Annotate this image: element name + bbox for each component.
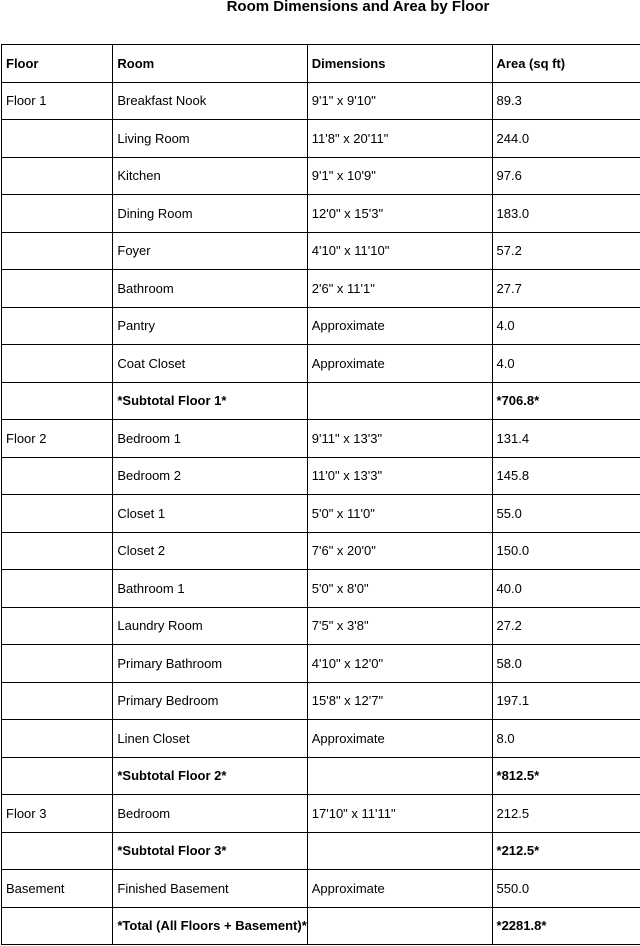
room-cell: Pantry [113, 307, 307, 345]
dimensions-cell: 11'8" x 20'11" [307, 120, 492, 158]
floor-cell: Floor 2 [2, 420, 113, 458]
floor-cell [2, 270, 113, 308]
dimensions-cell: 7'5" x 3'8" [307, 607, 492, 645]
area-cell: 97.6 [492, 157, 640, 195]
floor-cell [2, 120, 113, 158]
dimensions-cell: Approximate [307, 870, 492, 908]
dimensions-cell: Approximate [307, 720, 492, 758]
table-row [2, 495, 640, 533]
table-row [2, 195, 640, 233]
room-cell: Living Room [113, 120, 307, 158]
area-cell: 183.0 [492, 195, 640, 233]
area-cell: 197.1 [492, 682, 640, 720]
room-cell: Breakfast Nook [113, 82, 307, 120]
dimensions-cell: 5'0" x 11'0" [307, 495, 492, 533]
dimensions-cell: 4'10" x 12'0" [307, 645, 492, 683]
subtotal-row [2, 832, 640, 870]
floor-cell [2, 232, 113, 270]
table-row [2, 120, 640, 158]
table-row [2, 82, 640, 120]
floor-cell [2, 607, 113, 645]
room-cell: Finished Basement [113, 870, 307, 908]
floor-cell [2, 457, 113, 495]
table-row [2, 645, 640, 683]
room-cell: Bathroom [113, 270, 307, 308]
area-cell: 4.0 [492, 345, 640, 383]
dimensions-cell: 4'10" x 11'10" [307, 232, 492, 270]
area-cell: *706.8* [492, 382, 640, 420]
room-cell: Bedroom 2 [113, 457, 307, 495]
table-row [2, 345, 640, 383]
dimensions-cell: 9'1" x 9'10" [307, 82, 492, 120]
area-cell: 212.5 [492, 795, 640, 833]
room-cell: Closet 1 [113, 495, 307, 533]
floor-cell [2, 495, 113, 533]
area-cell: *812.5* [492, 757, 640, 795]
area-cell: 89.3 [492, 82, 640, 120]
header-room: Room [113, 45, 307, 83]
header-floor: Floor [2, 45, 113, 83]
floor-cell [2, 757, 113, 795]
room-cell: Closet 2 [113, 532, 307, 570]
area-cell: 27.2 [492, 607, 640, 645]
table-row [2, 232, 640, 270]
dimensions-cell: 9'11" x 13'3" [307, 420, 492, 458]
room-cell: *Subtotal Floor 2* [113, 757, 307, 795]
area-cell: 55.0 [492, 495, 640, 533]
room-cell: Dining Room [113, 195, 307, 233]
dimensions-cell: 5'0" x 8'0" [307, 570, 492, 608]
table-row [2, 270, 640, 308]
floor-cell: Basement [2, 870, 113, 908]
floor-cell [2, 345, 113, 383]
area-cell: 57.2 [492, 232, 640, 270]
table-row [2, 532, 640, 570]
dimensions-cell: 12'0" x 15'3" [307, 195, 492, 233]
floor-cell [2, 532, 113, 570]
floor-cell [2, 307, 113, 345]
dimensions-cell [307, 382, 492, 420]
page-title: Room Dimensions and Area by Floor [226, 0, 490, 15]
room-cell: Laundry Room [113, 607, 307, 645]
dimensions-cell: 2'6" x 11'1" [307, 270, 492, 308]
area-cell: 131.4 [492, 420, 640, 458]
floor-cell [2, 682, 113, 720]
area-cell: 150.0 [492, 532, 640, 570]
room-cell: Coat Closet [113, 345, 307, 383]
table-row [2, 720, 640, 758]
room-cell: *Subtotal Floor 1* [113, 382, 307, 420]
table-row [2, 457, 640, 495]
floor-cell: Floor 3 [2, 795, 113, 833]
dimensions-cell: 15'8" x 12'7" [307, 682, 492, 720]
room-table-body [2, 45, 640, 945]
room-cell: Foyer [113, 232, 307, 270]
room-cell: Kitchen [113, 157, 307, 195]
room-cell: Bathroom 1 [113, 570, 307, 608]
area-cell: 40.0 [492, 570, 640, 608]
floor-cell [2, 157, 113, 195]
floor-cell [2, 832, 113, 870]
dimensions-cell [307, 907, 492, 945]
area-cell: *2281.8* [492, 907, 640, 945]
area-cell: 27.7 [492, 270, 640, 308]
subtotal-row [2, 757, 640, 795]
floor-cell [2, 720, 113, 758]
table-row [2, 157, 640, 195]
floor-cell: Floor 1 [2, 82, 113, 120]
table-row [2, 795, 640, 833]
floor-cell [2, 195, 113, 233]
table-row [2, 570, 640, 608]
dimensions-cell: Approximate [307, 307, 492, 345]
floor-cell [2, 570, 113, 608]
area-cell: *212.5* [492, 832, 640, 870]
room-cell: Primary Bedroom [113, 682, 307, 720]
room-cell: *Subtotal Floor 3* [113, 832, 307, 870]
area-cell: 58.0 [492, 645, 640, 683]
room-cell: Primary Bathroom [113, 645, 307, 683]
dimensions-cell [307, 757, 492, 795]
room-cell: Linen Closet [113, 720, 307, 758]
dimensions-cell: 9'1" x 10'9" [307, 157, 492, 195]
header-dimensions: Dimensions [307, 45, 492, 83]
table-row [2, 420, 640, 458]
area-cell: 145.8 [492, 457, 640, 495]
dimensions-cell [307, 832, 492, 870]
area-cell: 8.0 [492, 720, 640, 758]
area-cell: 550.0 [492, 870, 640, 908]
room-cell: Bedroom [113, 795, 307, 833]
room-cell: Bedroom 1 [113, 420, 307, 458]
subtotal-row [2, 907, 640, 945]
table-row [2, 607, 640, 645]
area-cell: 4.0 [492, 307, 640, 345]
subtotal-row [2, 382, 640, 420]
table-row [2, 682, 640, 720]
dimensions-cell: 7'6" x 20'0" [307, 532, 492, 570]
room-cell: *Total (All Floors + Basement)* [113, 907, 307, 945]
area-cell: 244.0 [492, 120, 640, 158]
floor-cell [2, 645, 113, 683]
floor-cell [2, 907, 113, 945]
dimensions-cell: Approximate [307, 345, 492, 383]
dimensions-cell: 11'0" x 13'3" [307, 457, 492, 495]
table-row [2, 307, 640, 345]
table-row [2, 870, 640, 908]
floor-cell [2, 382, 113, 420]
table-header-row [2, 45, 640, 83]
room-table [1, 44, 640, 945]
dimensions-cell: 17'10" x 11'11" [307, 795, 492, 833]
header-area: Area (sq ft) [492, 45, 640, 83]
